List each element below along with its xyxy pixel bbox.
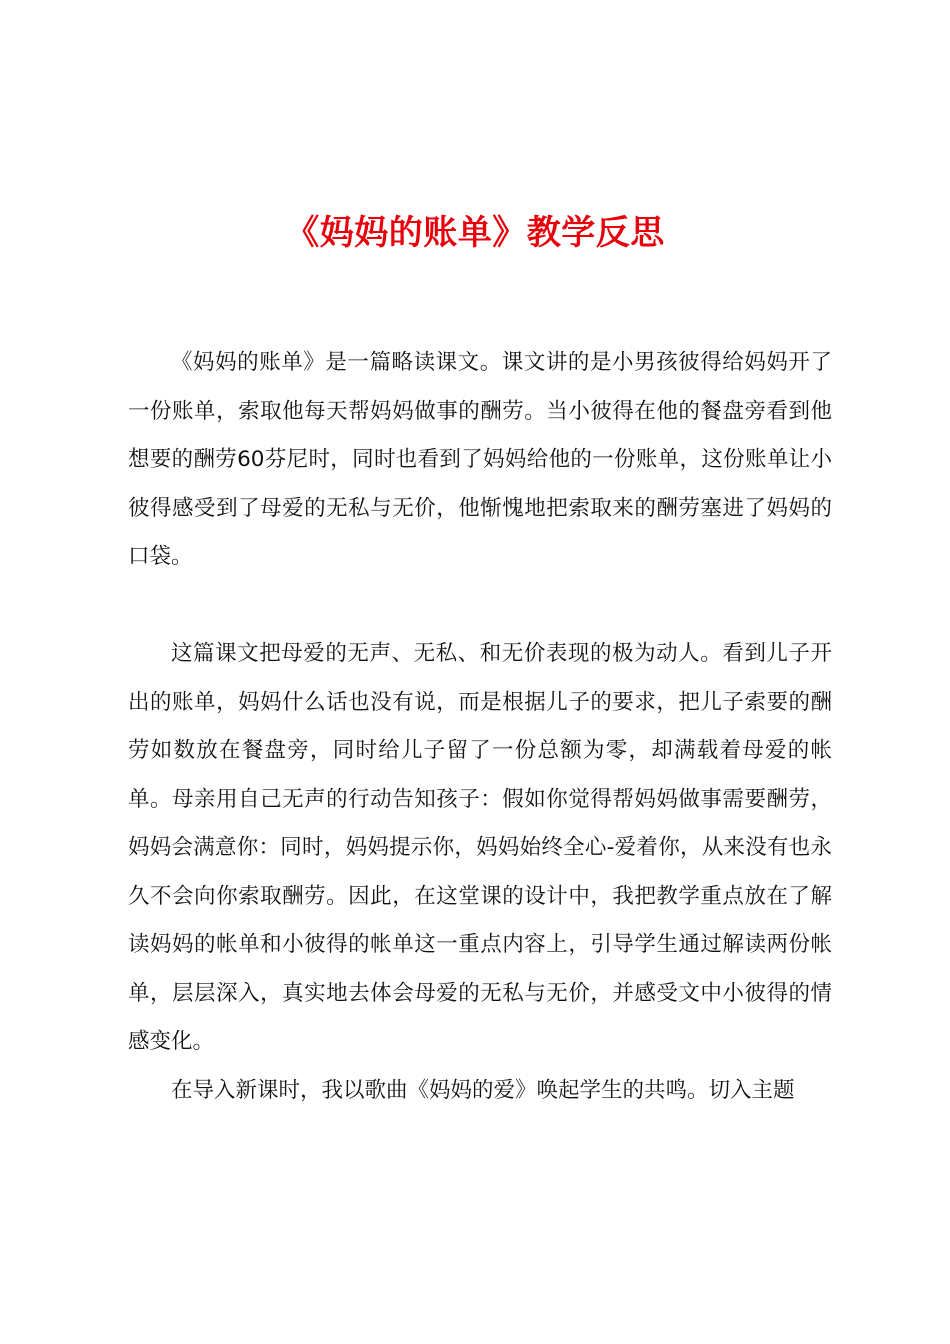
- document-body: [128, 339, 832, 1115]
- paragraph-intro: 《妈妈的账单》是一篇略读课文。课文讲的是小男孩彼得给妈妈开了一份账单，索取他每天帮妈妈做事的酬劳。当小彼得在他的餐盘旁看到他想要的酬劳60芬尼时，同时也看到了妈妈给他的一份账单，这份账单让小彼得感受到了母爱的无私与无价，他惭愧地把索取来的酬劳塞进了妈妈的口袋。: [128, 350, 832, 569]
- paragraph-lesson-intro: 在导入新课时，我以歌曲《妈妈的爱》唤起学生的共鸣。切入主题: [171, 1077, 795, 1103]
- document-title: 《妈妈的账单》教学反思: [285, 213, 665, 253]
- paragraph-analysis: 这篇课文把母爱的无声、无私、和无价表现的极为动人。看到儿子开出的账单，妈妈什么话也没有说，而是根据儿子的要求，把儿子索要的酬劳如数放在餐盘旁，同时给儿子留了一份总额为零，却满载着母爱的帐单。母亲用自己无声的行动告知孩子：假如你觉得帮妈妈做事需要酬劳，妈妈会满意你：同时，妈妈提示你，妈妈始终全心-爱着你，从来没有也永久不会向你索取酬劳。因此，在这堂课的设计中，我把教学重点放在了解读妈妈的帐单和小彼得的帐单这一重点内容上，引导学生通过解读两份帐单，层层深入，真实地去体会母爱的无私与无价，并感受文中小彼得的情感变化。: [128, 641, 832, 1054]
